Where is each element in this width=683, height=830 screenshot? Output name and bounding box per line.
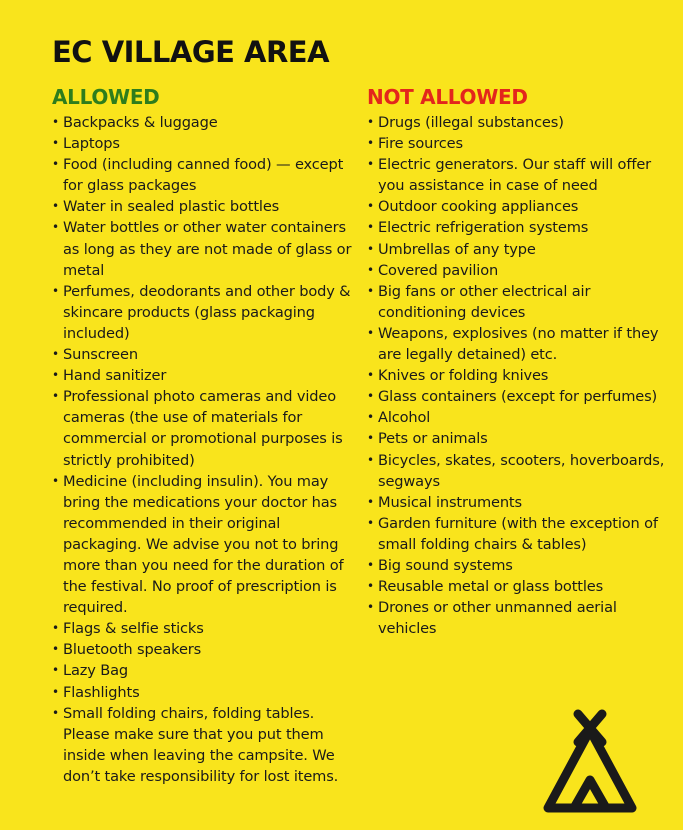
list-item: • Glass containers (except for perfumes) xyxy=(367,386,667,407)
list-item: • Big sound systems xyxy=(367,555,667,576)
list-item: • Pets or animals xyxy=(367,428,667,449)
list-item: • Hand sanitizer xyxy=(52,365,357,386)
list-item: • Backpacks & luggage xyxy=(52,112,357,133)
list-item: • Water in sealed plastic bottles xyxy=(52,196,357,217)
list-item: • Electric refrigeration systems xyxy=(367,217,667,238)
list-item: • Garden furniture (with the exception of small folding chairs & tables) xyxy=(367,513,667,555)
list-item: • Bluetooth speakers xyxy=(52,639,357,660)
not-allowed-heading: NOT ALLOWED xyxy=(367,85,528,109)
not-allowed-list xyxy=(367,112,667,639)
list-item: • Drones or other unmanned aerial vehicles xyxy=(367,597,667,639)
list-item: • Alcohol xyxy=(367,407,667,428)
list-item: • Outdoor cooking appliances xyxy=(367,196,667,217)
allowed-list xyxy=(52,112,357,787)
list-item: • Flashlights xyxy=(52,682,357,703)
page-title: EC VILLAGE AREA xyxy=(52,35,330,69)
list-item: • Flags & selfie sticks xyxy=(52,618,357,639)
list-item: • Knives or folding knives xyxy=(367,365,667,386)
not-allowed-column xyxy=(367,84,667,639)
list-item: • Big fans or other electrical air conditioning devices xyxy=(367,281,667,323)
list-item: • Small folding chairs, folding tables. Please make sure that you put them inside when leaving the campsite. We don’t take responsibility for lost items. xyxy=(52,703,357,787)
list-item: • Weapons, explosives (no matter if they are legally detained) etc. xyxy=(367,323,667,365)
list-item: • Fire sources xyxy=(367,133,667,154)
list-item: • Covered pavilion xyxy=(367,260,667,281)
list-item: • Professional photo cameras and video cameras (the use of materials for commercial or promotional purposes is strictly prohibited) xyxy=(52,386,357,470)
allowed-heading: ALLOWED xyxy=(52,85,160,109)
list-item: • Drugs (illegal substances) xyxy=(367,112,667,133)
list-item: • Umbrellas of any type xyxy=(367,239,667,260)
list-item: • Sunscreen xyxy=(52,344,357,365)
list-item: • Lazy Bag xyxy=(52,660,357,681)
list-item: • Perfumes, deodorants and other body & skincare products (glass packaging included) xyxy=(52,281,357,344)
list-item: • Bicycles, skates, scooters, hoverboards, segways xyxy=(367,450,667,492)
tent-icon xyxy=(540,708,640,816)
list-item: • Laptops xyxy=(52,133,357,154)
list-item: • Food (including canned food) — except for glass packages xyxy=(52,154,357,196)
list-item: • Water bottles or other water containers as long as they are not made of glass or metal xyxy=(52,217,357,280)
list-item: • Electric generators. Our staff will offer you assistance in case of need xyxy=(367,154,667,196)
allowed-column xyxy=(52,84,357,787)
list-item: • Medicine (including insulin). You may bring the medications your doctor has recommended in their original packaging. We advise you not to bring more than you need for the duration of the festival. No proof of prescription is required. xyxy=(52,471,357,619)
list-item: • Reusable metal or glass bottles xyxy=(367,576,667,597)
list-item: • Musical instruments xyxy=(367,492,667,513)
